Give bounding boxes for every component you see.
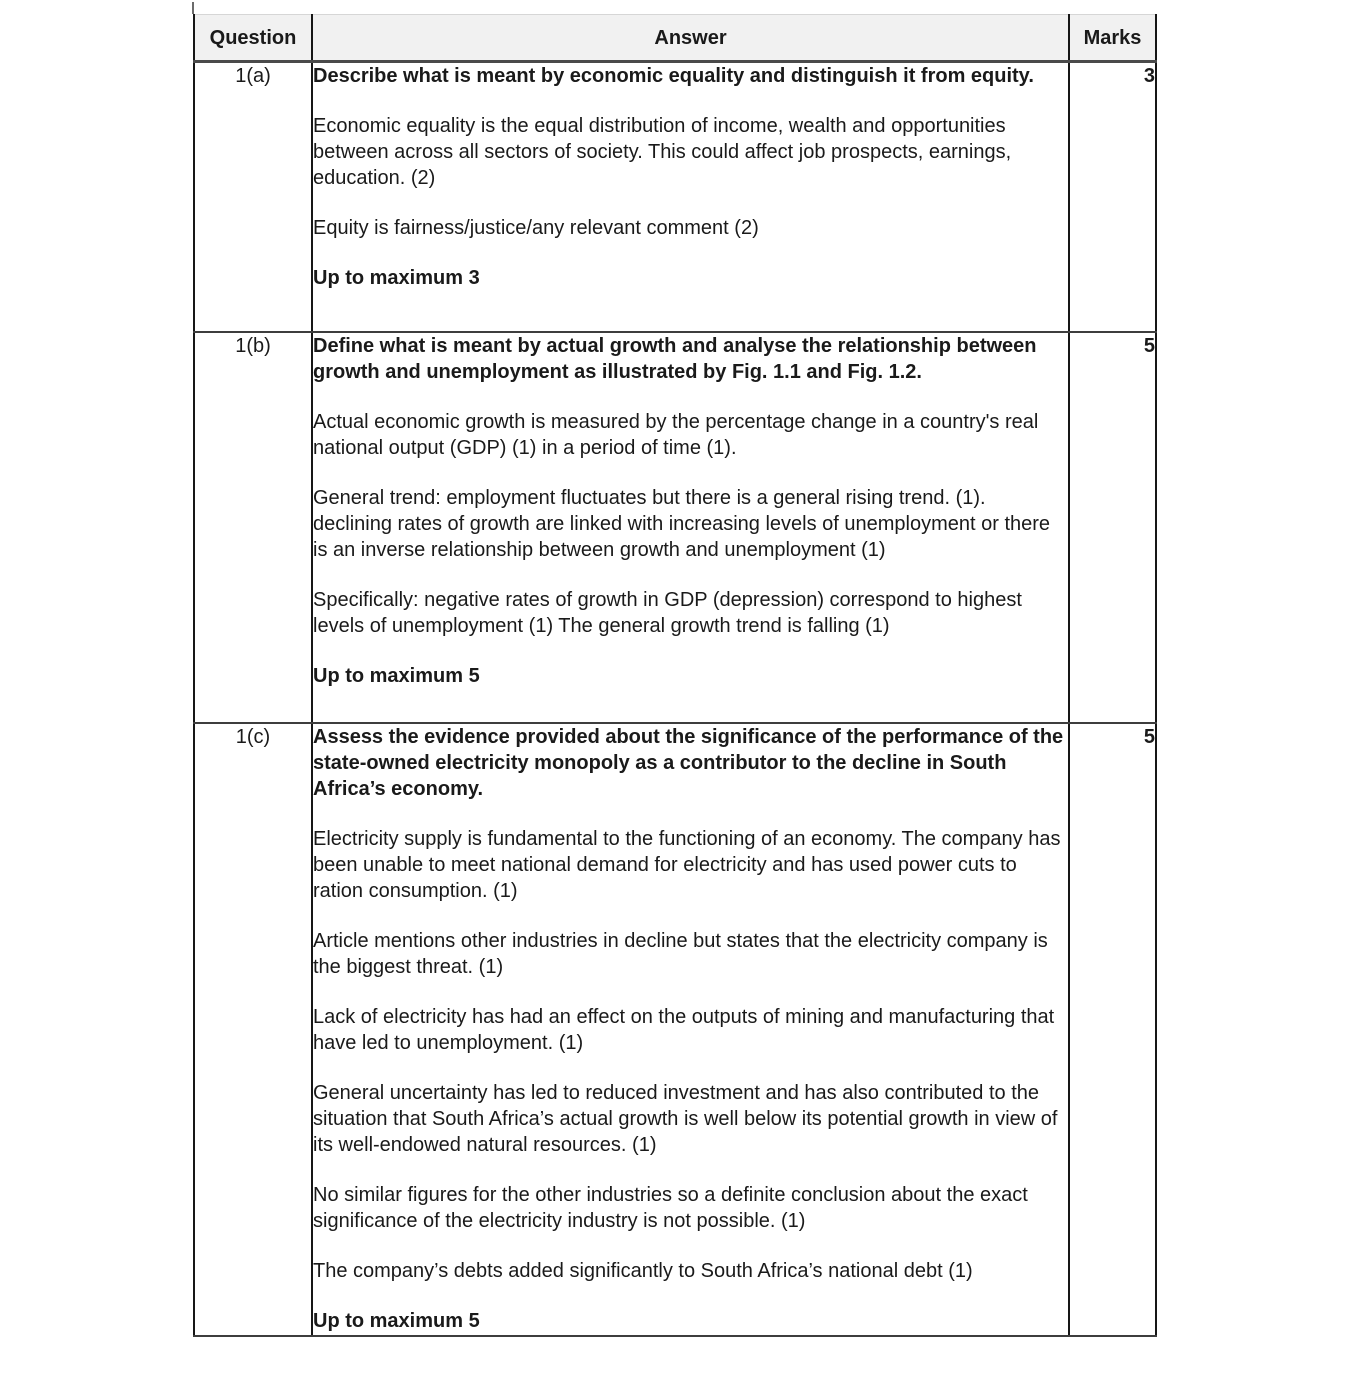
max-note: Up to maximum 3 xyxy=(313,267,480,289)
answer-paragraph: Article mentions other industries in decline but states that the electricity company is the biggest threat. (1) xyxy=(313,930,1048,978)
answer-paragraph: Actual economic growth is measured by the percentage change in a country's real national output (GDP) (1) in a period of time (1). xyxy=(313,411,1039,459)
max-note: Up to maximum 5 xyxy=(313,1310,480,1332)
mark-scheme-table xyxy=(193,14,1157,1337)
answer-cell xyxy=(312,332,1069,723)
answer-prompt: Describe what is meant by economic equality and distinguish it from equity. xyxy=(313,65,1034,87)
col-header-answer: Answer xyxy=(312,15,1069,62)
marks-value: 3 xyxy=(1069,62,1156,333)
question-number: 1(a) xyxy=(194,62,312,333)
scan-artifact-tick xyxy=(192,2,194,14)
table-row-1a xyxy=(194,62,1156,333)
answer-paragraph: Specifically: negative rates of growth in GDP (depression) correspond to highest levels of unemployment (1) The general growth trend is falling (1) xyxy=(313,589,1022,637)
answer-paragraph: No similar figures for the other industries so a definite conclusion about the exact significance of the electricity industry is not possible. (1) xyxy=(313,1184,1028,1232)
answer-paragraph: The company’s debts added significantly to South Africa’s national debt (1) xyxy=(313,1260,973,1282)
col-header-question: Question xyxy=(194,15,312,62)
table-row-1b xyxy=(194,332,1156,723)
answer-paragraph: Electricity supply is fundamental to the functioning of an economy. The company has been unable to meet national demand for electricity and has used power cuts to ration consumption. (1) xyxy=(313,828,1061,902)
answer-prompt: Define what is meant by actual growth and analyse the relationship between growth and unemployment as illustrated by Fig. 1.1 and Fig. 1.2. xyxy=(313,335,1037,383)
question-number: 1(c) xyxy=(194,723,312,1336)
header-row xyxy=(194,15,1156,62)
answer-paragraph: General trend: employment fluctuates but there is a general rising trend. (1). declining rates of growth are linked with increasing levels of unemployment or there is an inverse relationship between growth and unemployment (1) xyxy=(313,487,1051,561)
question-number: 1(b) xyxy=(194,332,312,723)
answer-cell xyxy=(312,62,1069,333)
marks-value: 5 xyxy=(1069,723,1156,1336)
col-header-marks: Marks xyxy=(1069,15,1156,62)
answer-cell xyxy=(312,723,1069,1336)
answer-paragraph: Economic equality is the equal distribution of income, wealth and opportunities between across all sectors of society. This could affect job prospects, earnings, education. (2) xyxy=(313,115,1012,189)
answer-paragraph: General uncertainty has led to reduced investment and has also contributed to the situation that South Africa’s actual growth is well below its potential growth in view of its well-endowed natural resources. (1) xyxy=(313,1082,1058,1156)
marks-value: 5 xyxy=(1069,332,1156,723)
answer-paragraph: Lack of electricity has had an effect on the outputs of mining and manufacturing that have led to unemployment. (1) xyxy=(313,1006,1055,1054)
max-note: Up to maximum 5 xyxy=(313,665,480,687)
answer-paragraph: Equity is fairness/justice/any relevant comment (2) xyxy=(313,217,759,239)
answer-prompt: Assess the evidence provided about the significance of the performance of the state-owned electricity monopoly as a contributor to the decline in South Africa’s economy. xyxy=(313,726,1064,800)
table-row-1c xyxy=(194,723,1156,1336)
